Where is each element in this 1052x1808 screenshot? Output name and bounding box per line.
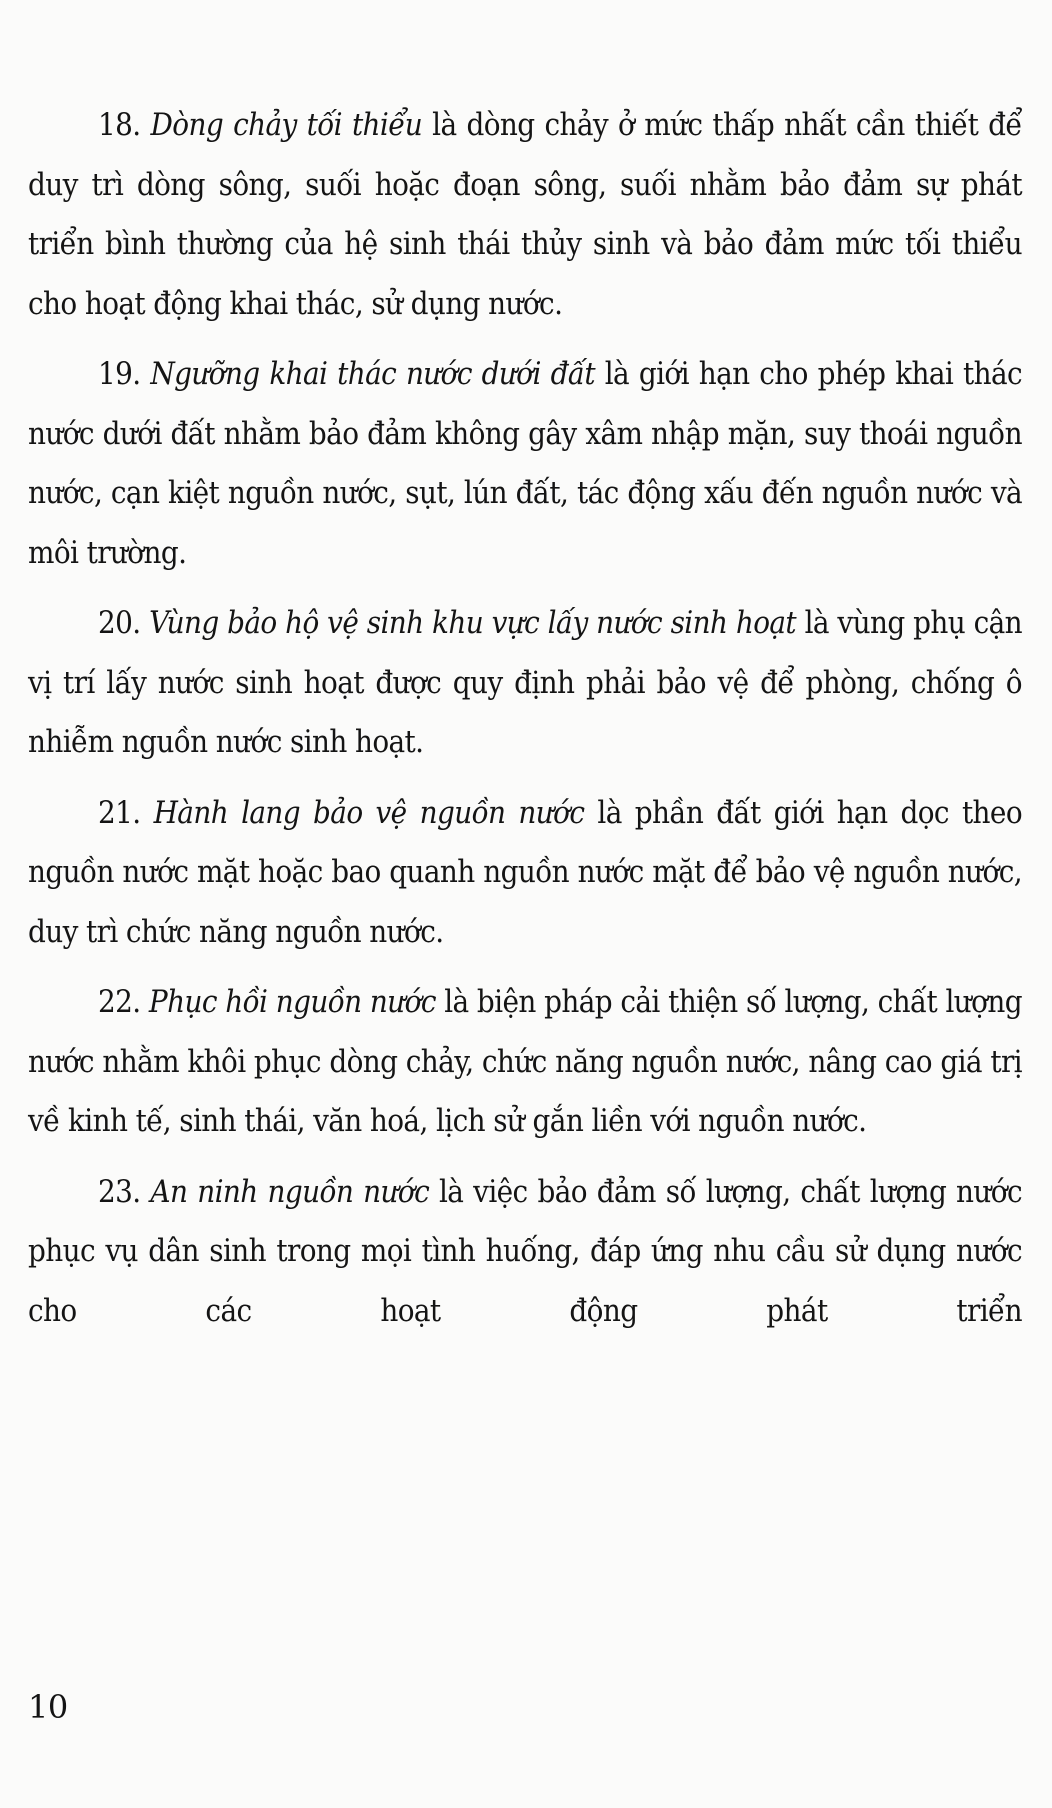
definition-text: là phần đất giới hạn dọc theo nguồn nước mặt hoặc bao quanh nguồn nước mặt để bảo vệ nguồn nước, duy trì chức năng nguồn nước. — [28, 794, 1022, 950]
definition-text: là biện pháp cải thiện số lượng, chất lượng nước nhằm khôi phục dòng chảy, chức năng nguồn nước, nâng cao giá trị về kinh tế, sinh thái, văn hoá, lịch sử gắn liền với nguồn nước. — [28, 984, 1022, 1139]
definition-20 — [28, 594, 1022, 773]
item-number: 23. — [98, 1173, 141, 1210]
defined-term: Hành lang bảo vệ nguồn nước — [153, 794, 585, 831]
item-number: 20. — [98, 605, 141, 641]
definition-text: là việc bảo đảm số lượng, chất lượng nước phục vụ dân sinh trong mọi tình huống, đáp ứng nhu cầu sử dụng nước cho các hoạt động phát triển — [28, 1173, 1022, 1329]
defined-term: Vùng bảo hộ vệ sinh khu vực lấy nước sinh hoạt — [149, 605, 797, 641]
definition-text: là giới hạn cho phép khai thác nước dưới đất nhằm bảo đảm không gây xâm nhập mặn, suy thoái nguồn nước, cạn kiệt nguồn nước, sụt, lún đất, tác động xấu đến nguồn nước và môi trường. — [28, 356, 1022, 571]
item-number: 21. — [98, 794, 141, 831]
definition-19 — [28, 345, 1022, 583]
defined-term: Dòng chảy tối thiểu — [150, 107, 423, 143]
item-number: 18. — [98, 107, 141, 143]
definition-text: là vùng phụ cận vị trí lấy nước sinh hoạt được quy định phải bảo vệ để phòng, chống ô nhiễm nguồn nước sinh hoạt. — [28, 605, 1022, 760]
definition-text: là dòng chảy ở mức thấp nhất cần thiết để duy trì dòng sông, suối hoặc đoạn sông, suối nhằm bảo đảm sự phát triển bình thường của hệ sinh thái thủy sinh và bảo đảm mức tối thiểu cho hoạt động khai thác, sử dụng nước. — [28, 107, 1022, 322]
item-number: 19. — [98, 356, 141, 392]
definition-22 — [28, 973, 1022, 1152]
defined-term: An ninh nguồn nước — [150, 1173, 430, 1210]
page-body — [28, 96, 1022, 1352]
item-number: 22. — [98, 984, 141, 1020]
definition-23 — [28, 1163, 1022, 1342]
defined-term: Phục hồi nguồn nước — [148, 984, 436, 1020]
defined-term: Ngưỡng khai thác nước dưới đất — [150, 356, 595, 392]
definition-18 — [28, 96, 1022, 334]
page-number: 10 — [28, 1688, 68, 1726]
definition-21 — [28, 784, 1022, 963]
